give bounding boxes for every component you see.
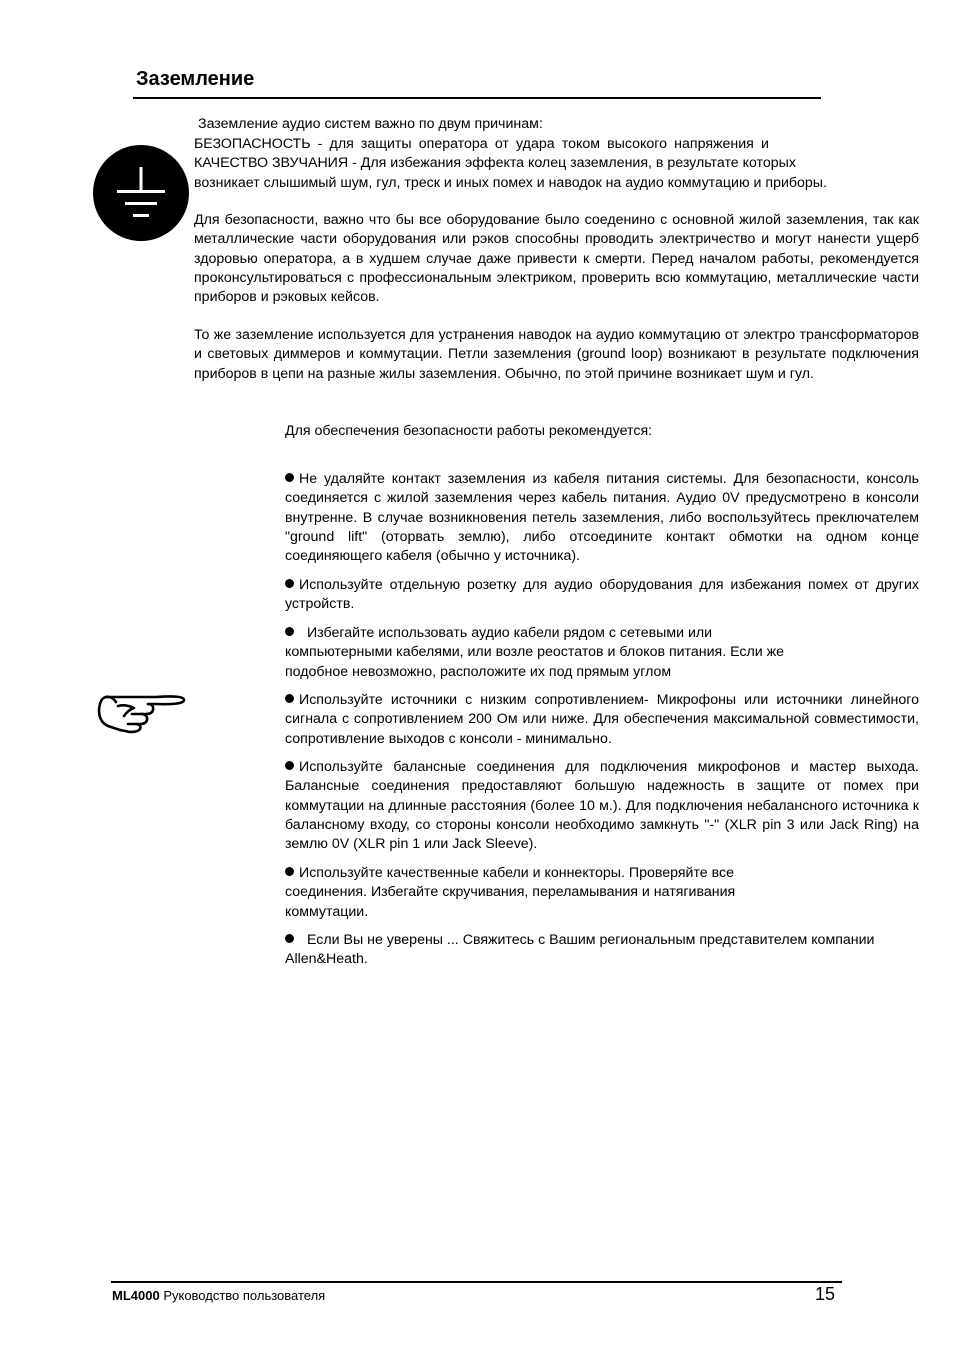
list-item: Используйте качественные кабели и коннекторы. Проверяйте все соединения. Избегайте скручивания, переламывания и натягивания коммутации.	[285, 865, 736, 920]
safety-paragraph: Для безопасности, важно что бы все оборудование было соеденино с основной жилой заземления, так как металлические части оборудования или рэков способны проводить электричество и могут нанести ущерб здоровью оператора, а в худшем случае даже привести к смерти. Перед началом работы, рекомендуется проконсультироваться с профессиональным электриком, проверить всю коммутацию, металлические части приборов и рэковых кейсов.	[194, 212, 919, 306]
intro-line: БЕЗОПАСНОСТЬ - для защиты оператора от удара током высокого напряжения и	[194, 135, 769, 152]
title-divider	[133, 97, 821, 99]
page-number: 15	[815, 1284, 836, 1304]
noise-paragraph: То же заземление используется для устранения наводок на аудио коммутацию от электро трансформаторов и световых диммеров и коммутации. Петли заземления (ground loop) возникают в результате подключения приборов в цепи на разные жилы заземления. Обычно, по этой причине возникает шум и гул.	[194, 327, 919, 382]
page-title: Заземление	[136, 68, 255, 90]
list-item: Используйте отдельную розетку для аудио оборудования для избежания помех от других устройств.	[285, 577, 919, 613]
bullet-icon	[285, 627, 294, 636]
list-item: Избегайте использовать аудио кабели рядом с сетевыми или компьютерными кабелями, или возле реостатов и блоков питания. Если же подобное невозможно, расположите их под прямым углом	[285, 625, 785, 680]
intro-line: КАЧЕСТВО ЗВУЧАНИЯ - Для избежания эффекта колец заземления, в результате которых	[194, 155, 796, 171]
list-item: Если Вы не уверены ... Свяжитесь с Вашим региональным представителем компании Allen&Heath.	[285, 932, 875, 968]
intro-block	[194, 115, 920, 193]
pointing-hand-icon	[96, 684, 188, 734]
recommendations-heading: Для обеспечения безопасности работы рекомендуется:	[285, 423, 653, 439]
bullet-icon	[285, 579, 294, 588]
list-item: Не удаляйте контакт заземления из кабеля питания системы. Для безопасности, консоль соединяется с жилой заземления через кабель питания. Аудио 0V предусмотрено в консоли внутренне. В случае возникновения петель заземления, либо воспользуйтесь преключателем "ground lift" (оторвать землю), либо отсоедините контакт обмотки на одном конце соединяющего кабеля (обычно у источника).	[285, 471, 919, 565]
bullet-icon	[285, 473, 294, 482]
bullet-icon	[285, 761, 294, 770]
bullet-icon	[285, 694, 294, 703]
bullet-icon	[285, 934, 294, 943]
bullet-icon	[285, 867, 294, 876]
ground-symbol-icon	[93, 145, 189, 241]
footer-manual-title: ML4000 Руководство пользователя	[112, 1288, 326, 1303]
list-item: Используйте источники с низким сопротивлением- Микрофоны или источники линейного сигнала с сопротивлением 200 Ом или ниже. Для обеспечения максимальной совместимости, сопротивление выходов с консоли - минимально.	[285, 692, 919, 747]
footer-divider	[111, 1281, 842, 1283]
intro-line: возникает слышимый шум, гул, треск и иных помех и наводок на аудио коммутацию и приборы.	[194, 174, 827, 191]
list-item: Используйте балансные соединения для подключения микрофонов и мастер выхода. Балансные соединения предоставляют большую надежность в защите от помех при коммутации на длинные расстояния (более 10 м.). Для подключения небалансного источника к балансному входу, со стороны консоли необходимо замкнуть "-" (XLR pin 3 или Jack Ring) на землю 0V (XLR pin 1 или Jack Sleeve).	[285, 759, 919, 853]
intro-line: Заземление аудио систем важно по двум причинам:	[198, 116, 543, 132]
